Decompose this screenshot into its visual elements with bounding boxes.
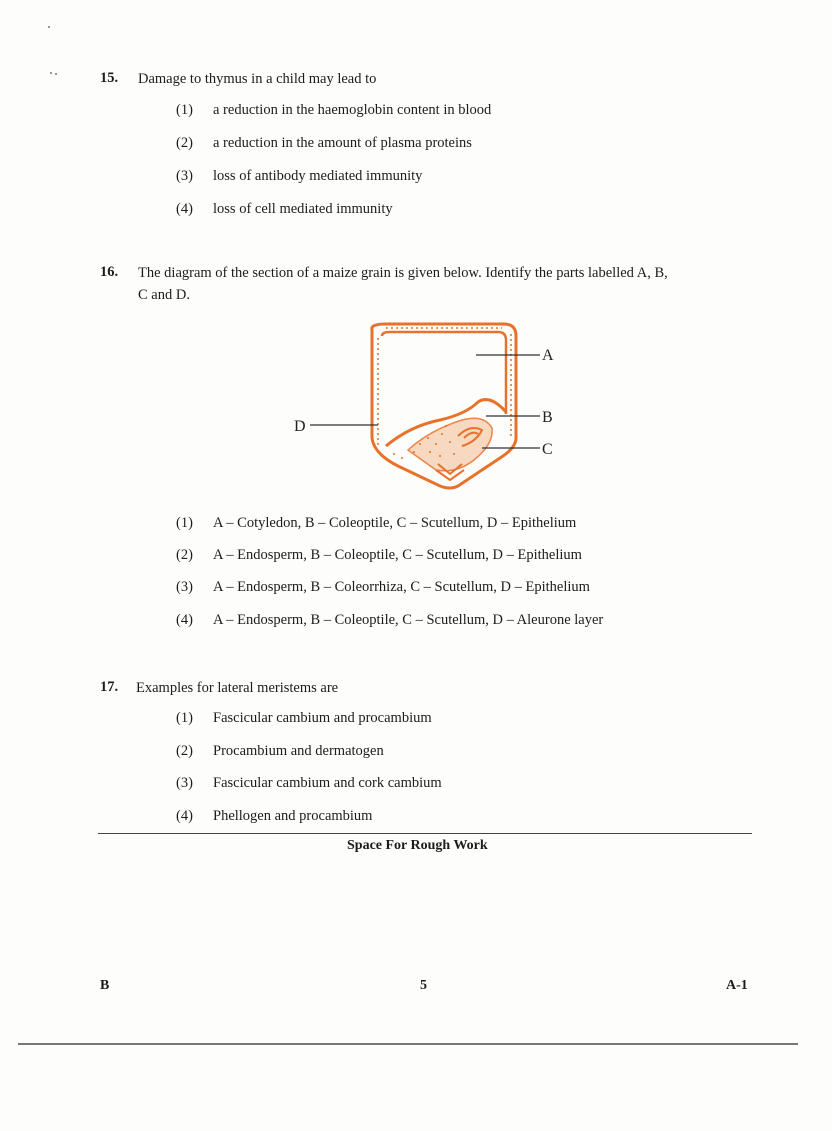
option-number: (1)	[176, 710, 193, 726]
option-text: A – Endosperm, B – Coleoptile, C – Scutellum, D – Epithelium	[213, 547, 582, 563]
label-d: D	[294, 418, 306, 435]
rough-work-heading: Space For Rough Work	[347, 838, 488, 853]
label-a: A	[542, 347, 554, 364]
question-number: 17.	[100, 679, 119, 695]
option-text: Phellogen and procambium	[213, 808, 373, 824]
option-text: Fascicular cambium and cork cambium	[213, 775, 442, 791]
option-number: (1)	[176, 515, 193, 531]
option-text: loss of antibody mediated immunity	[213, 168, 423, 184]
option-number: (2)	[176, 743, 193, 759]
option-text: Procambium and dermatogen	[213, 743, 384, 759]
question-text: Examples for lateral meristems are	[136, 680, 339, 696]
option-number: (2)	[176, 135, 193, 151]
question-number: 16.	[100, 264, 119, 280]
option-text: loss of cell mediated immunity	[213, 201, 393, 217]
option-text: A – Cotyledon, B – Coleoptile, C – Scutellum, D – Epithelium	[213, 515, 577, 531]
page-number: 5	[420, 978, 427, 993]
option-number: (3)	[176, 168, 193, 184]
option-text: a reduction in the haemoglobin content in blood	[213, 102, 492, 118]
option-number: (4)	[176, 808, 193, 824]
question-text: Damage to thymus in a child may lead to	[138, 71, 377, 87]
footer-booklet-code: B	[100, 978, 110, 993]
option-number: (4)	[176, 201, 193, 217]
label-c: C	[542, 441, 553, 458]
option-text: A – Endosperm, B – Coleorrhiza, C – Scutellum, D – Epithelium	[213, 579, 590, 595]
scan-speck	[48, 26, 50, 28]
question-number: 15.	[100, 70, 119, 86]
option-number: (2)	[176, 547, 193, 563]
maize-grain-diagram	[290, 318, 590, 498]
option-number: (1)	[176, 102, 193, 118]
option-number: (4)	[176, 612, 193, 628]
question-text-line-2: C and D.	[138, 287, 190, 303]
option-text: A – Endosperm, B – Coleoptile, C – Scutellum, D – Aleurone layer	[213, 612, 604, 628]
rough-work-divider	[98, 833, 752, 834]
footer-version-code: A-1	[726, 978, 748, 993]
option-text: a reduction in the amount of plasma proteins	[213, 135, 472, 151]
option-number: (3)	[176, 579, 193, 595]
grain-inner-wall	[382, 332, 506, 414]
label-b: B	[542, 409, 553, 426]
question-text-line-1: The diagram of the section of a maize grain is given below. Identify the parts labelled A, B,	[138, 265, 668, 281]
scan-speck	[50, 72, 52, 74]
option-text: Fascicular cambium and procambium	[213, 710, 432, 726]
page-bottom-edge	[18, 1043, 798, 1045]
scan-speck	[55, 73, 57, 75]
option-number: (3)	[176, 775, 193, 791]
